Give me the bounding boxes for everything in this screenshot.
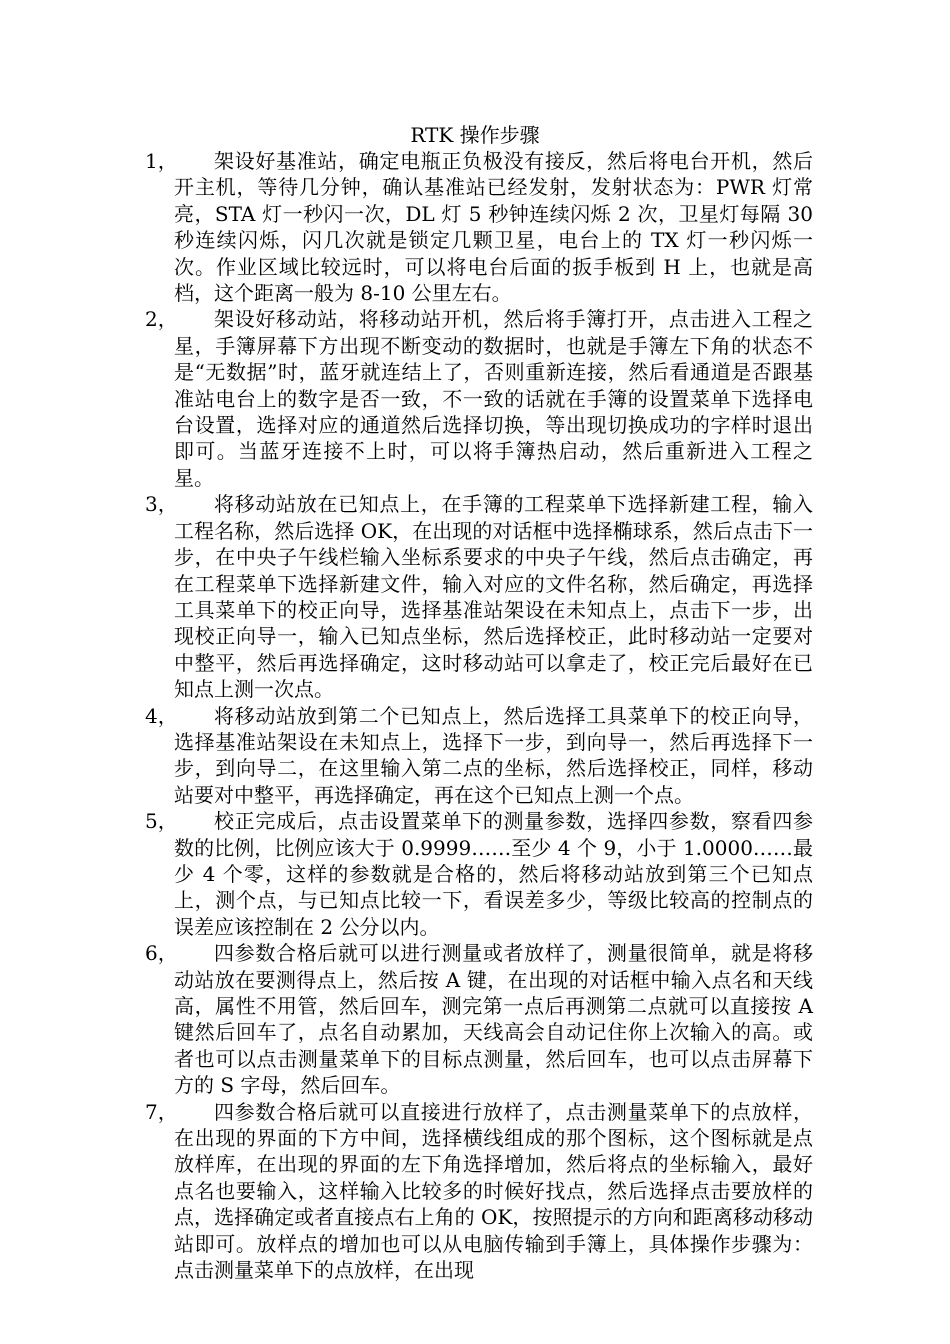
document-title: RTK 操作步骤	[410, 123, 540, 147]
list-item	[145, 808, 813, 940]
item-text: 四参数合格后就可以进行测量或者放样了，测量很简单，就是将移动站放在要测得点上，然后按 A 键，在出现的对话框中输入点名和天线高，属性不用管，然后回车，测完第一点后再测第二点就可以直接按 A 键然后回车了，点名自动累加，天线高会自动记住你上次输入的高。或者也可以点击测量菜单下的目标点测量，然后回车，也可以点击屏幕下方的 S 字母，然后回车。	[174, 941, 813, 1098]
item-text: 将移动站放在已知点上，在手簿的工程菜单下选择新建工程，输入工程名称，然后选择 OK，在出现的对话框中选择椭球系，然后点击下一步，在中央子午线栏输入坐标系要求的中央子午线，然后点击确定，再在工程菜单下选择新建文件，输入对应的文件名称，然后确定，再选择工具菜单下的校正向导，选择基准站架设在未知点上，点击下一步，出现校正向导一，输入已知点坐标，然后选择校正，此时移动站一定要对中整平，然后再选择确定，这时移动站可以拿走了，校正完后最好在已知点上测一次点。	[174, 492, 813, 702]
item-number: 1，	[145, 149, 178, 173]
item-number: 3，	[145, 492, 178, 517]
list-item	[145, 306, 813, 491]
item-number: 2，	[145, 307, 178, 332]
item-number: 5，	[145, 809, 178, 834]
item-number: 4，	[145, 703, 178, 728]
list-item	[145, 491, 813, 702]
steps-list	[145, 148, 813, 1283]
item-number: 7，	[145, 1099, 178, 1124]
item-text: 校正完成后，点击设置菜单下的测量参数，选择四参数，察看四参数的比例，比例应该大于 0.9999……至少 4 个 9，小于 1.0000……最少 4 个零，这样的参数就是合格的，然后将移动站放到第三个已知点上，测个点，与已知点比较一下，看误差多少，等级比较高的控制点的误差应该控制在 2 公分以内。	[174, 809, 813, 939]
list-item	[145, 940, 813, 1098]
item-text: 四参数合格后就可以直接进行放样了，点击测量菜单下的点放样，在出现的界面的下方中间，选择横线组成的那个图标，这个图标就是点放样库，在出现的界面的左下角选择增加，然后将点的坐标输入，最好点名也要输入，这样输入比较多的时候好找点，然后选择点击要放样的点，选择确定或者直接点右上角的 OK，按照提示的方向和距离移动移动站即可。放样点的增加也可以从电脑传输到手簿上，具体操作步骤为：点击测量菜单下的点放样，在出现	[174, 1099, 813, 1283]
list-item	[145, 1099, 813, 1284]
list-item	[145, 148, 813, 306]
item-text: 将移动站放到第二个已知点上，然后选择工具菜单下的校正向导，选择基准站架设在未知点上，选择下一步，到向导一，然后再选择下一步，到向导二，在这里输入第二点的坐标，然后选择校正，同样，移动站要对中整平，再选择确定，再在这个已知点上测一个点。	[174, 703, 813, 807]
list-item	[145, 703, 813, 809]
item-number: 6，	[145, 941, 178, 966]
item-text: 架设好移动站，将移动站开机，然后将手簿打开，点击进入工程之星，手簿屏幕下方出现不断变动的数据时，也就是手簿左下角的状态不是“无数据”时，蓝牙就连结上了，否则重新连接，然后看通道是否跟基准站电台上的数字是否一致，不一致的话就在手簿的设置菜单下选择电台设置，选择对应的通道然后选择切换，等出现切换成功的字样时退出即可。当蓝牙连接不上时，可以将手簿热启动，然后重新进入工程之星。	[174, 307, 813, 490]
item-text: 架设好基准站，确定电瓶正负极没有接反，然后将电台开机，然后开主机，等待几分钟，确认基准站已经发射，发射状态为：PWR 灯常亮，STA 灯一秒闪一次，DL 灯 5 秒钟连续闪烁 2 次，卫星灯每隔 30 秒连续闪烁，闪几次就是锁定几颗卫星，电台上的 TX 灯一秒闪烁一次。作业区域比较远时，可以将电台后面的扳手板到 H 上，也就是高档，这个距离一般为 8-10 公里左右。	[174, 149, 813, 306]
